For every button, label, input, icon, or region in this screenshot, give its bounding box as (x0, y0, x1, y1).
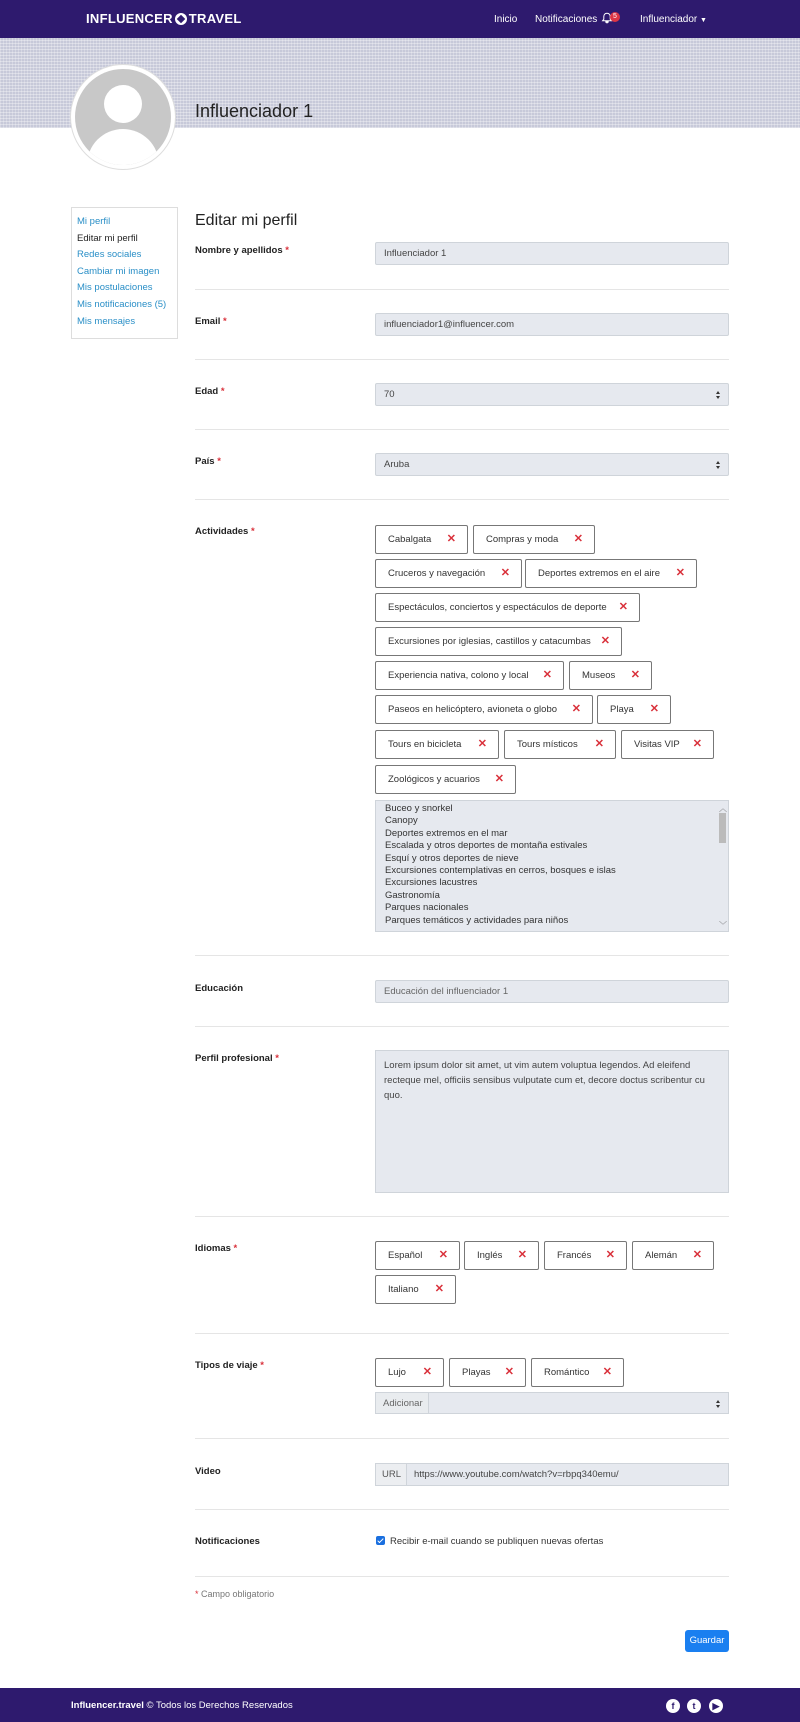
required-field-note: * Campo obligatorio (195, 1589, 275, 1599)
age-label: Edad * (195, 386, 225, 397)
language-tag: Francés ✕ (544, 1241, 627, 1270)
close-icon[interactable]: ✕ (675, 567, 685, 579)
divider (195, 1216, 729, 1217)
close-icon[interactable]: ✕ (477, 738, 487, 750)
close-icon[interactable]: ✕ (692, 1249, 702, 1261)
divider (195, 1438, 729, 1439)
profile-sidebar (71, 207, 178, 339)
list-item[interactable]: Parques temáticos y actividades para niños (385, 914, 569, 926)
age-select[interactable] (375, 383, 729, 406)
sidebar-item-notificaciones[interactable]: Mis notificaciones (5) (77, 298, 167, 310)
email-offers-checkbox-label[interactable]: Recibir e-mail cuando se publiquen nuevas ofertas (390, 1536, 604, 1547)
trip-type-tag: Playas ✕ (449, 1358, 526, 1387)
list-item[interactable]: Escalada y otros deportes de montaña estivales (385, 840, 588, 852)
top-navbar (0, 0, 800, 38)
footer-brand[interactable]: Influencer.travel (71, 1700, 144, 1711)
activity-tag: Cabalgata ✕ (375, 525, 468, 554)
url-prefix: URL (376, 1464, 407, 1485)
activity-tag: Espectáculos, conciertos y espectáculos de deporte ✕ (375, 593, 640, 622)
activity-tag: Zoológicos y acuarios ✕ (375, 765, 516, 794)
close-icon[interactable]: ✕ (504, 1366, 514, 1378)
activity-tag: Playa ✕ (597, 695, 671, 724)
chevron-up-icon[interactable]: ︿ (719, 804, 727, 813)
scrollbar-thumb[interactable] (719, 813, 726, 843)
trip-type-add-select[interactable] (375, 1392, 729, 1414)
notifications-label: Notificaciones (195, 1536, 260, 1547)
save-button[interactable]: Guardar (685, 1630, 729, 1652)
close-icon[interactable]: ✕ (422, 1366, 432, 1378)
footer-copyright: Influencer.travel © Todos los Derechos Reservados (71, 1700, 293, 1711)
list-item[interactable]: Excursiones contemplativas en cerros, bosques e islas (385, 865, 616, 877)
divider (195, 1333, 729, 1334)
close-icon[interactable]: ✕ (649, 703, 659, 715)
language-tag: Inglés ✕ (464, 1241, 539, 1270)
close-icon[interactable]: ✕ (500, 567, 510, 579)
twitter-icon[interactable]: t (687, 1699, 701, 1713)
logo-text-left: INFLUENCER (86, 11, 173, 26)
divider (195, 955, 729, 956)
close-icon[interactable]: ✕ (573, 533, 583, 545)
logo-text-right: TRAVEL (188, 11, 242, 26)
close-icon[interactable]: ✕ (438, 1249, 448, 1261)
close-icon[interactable]: ✕ (605, 1249, 615, 1261)
education-field[interactable]: Educación del influenciador 1 (375, 980, 729, 1003)
nav-notifications-link[interactable]: Notificaciones (535, 14, 598, 25)
close-icon[interactable]: ✕ (434, 1283, 444, 1295)
select-arrows-icon (715, 1400, 721, 1408)
activity-tag: Museos ✕ (569, 661, 652, 690)
sidebar-item-cambiar-imagen[interactable]: Cambiar mi imagen (77, 265, 160, 277)
notification-count-badge: 5 (610, 12, 620, 22)
nav-user-menu[interactable] (640, 14, 707, 25)
activity-tag: Experiencia nativa, colono y local ✕ (375, 661, 564, 690)
email-label: Email * (195, 316, 227, 327)
activity-tag: Paseos en helicóptero, avioneta o globo ✕ (375, 695, 593, 724)
select-arrows-icon (715, 461, 721, 469)
divider (195, 1576, 729, 1577)
professional-profile-label: Perfil profesional * (195, 1053, 279, 1064)
professional-profile-textarea[interactable]: Lorem ipsum dolor sit amet, ut vim autem voluptua legendos. Ad eleifend recteque mel, officiis sensibus vulputate cum et, decore doctus scribentur cu quo. (375, 1050, 729, 1193)
close-icon[interactable]: ✕ (517, 1249, 527, 1261)
list-item[interactable]: Deportes extremos en el mar (385, 827, 508, 839)
select-arrows-icon (715, 391, 721, 399)
list-item[interactable]: Parques nacionales (385, 902, 469, 914)
footer (0, 1688, 800, 1722)
scrollbar[interactable] (717, 801, 728, 931)
close-icon[interactable]: ✕ (602, 1366, 612, 1378)
caret-down-icon: ▼ (700, 17, 707, 24)
globe-icon (175, 13, 187, 25)
activity-tag: Deportes extremos en el aire ✕ (525, 559, 697, 588)
close-icon[interactable]: ✕ (618, 601, 628, 613)
sidebar-item-mensajes[interactable]: Mis mensajes (77, 315, 136, 327)
name-field[interactable]: Influenciador 1 (375, 242, 729, 265)
divider (195, 289, 729, 290)
country-select[interactable] (375, 453, 729, 476)
email-field[interactable]: influenciador1@influencer.com (375, 313, 729, 336)
close-icon[interactable]: ✕ (600, 635, 610, 647)
close-icon[interactable]: ✕ (494, 773, 504, 785)
divider (195, 359, 729, 360)
list-item[interactable]: Buceo y snorkel (385, 803, 453, 814)
form-title: Editar mi perfil (195, 212, 298, 229)
list-item[interactable]: Esquí y otros deportes de nieve (385, 852, 519, 864)
activities-option-list[interactable] (375, 800, 729, 932)
sidebar-item-postulaciones[interactable]: Mis postulaciones (77, 282, 153, 294)
close-icon[interactable]: ✕ (542, 669, 552, 681)
avatar (70, 64, 176, 170)
divider (195, 499, 729, 500)
sidebar-item-redes-sociales[interactable]: Redes sociales (77, 249, 142, 261)
close-icon[interactable]: ✕ (630, 669, 640, 681)
trip-type-tag: Lujo ✕ (375, 1358, 444, 1387)
site-logo[interactable] (86, 11, 242, 26)
video-label: Video (195, 1466, 221, 1477)
activity-tag: Tours en bicicleta ✕ (375, 730, 499, 759)
activity-tag: Visitas VIP ✕ (621, 730, 714, 759)
video-url-value: https://www.youtube.com/watch?v=rbpq340emu/ (414, 1469, 619, 1480)
country-label: País * (195, 456, 221, 467)
sidebar-item-editar-perfil[interactable]: Editar mi perfil (77, 232, 138, 244)
activity-tag: Cruceros y navegación ✕ (375, 559, 522, 588)
close-icon[interactable]: ✕ (692, 738, 702, 750)
activity-tag: Tours místicos ✕ (504, 730, 616, 759)
list-item[interactable]: Gastronomía (385, 889, 440, 901)
chevron-down-icon[interactable]: ﹀ (719, 921, 727, 930)
activities-label: Actividades * (195, 526, 255, 537)
language-tag: Español ✕ (375, 1241, 460, 1270)
activity-tag: Compras y moda ✕ (473, 525, 595, 554)
language-tag: Alemán ✕ (632, 1241, 714, 1270)
country-select-value: Aruba (384, 459, 410, 470)
activity-tag: Excursiones por iglesias, castillos y catacumbas ✕ (375, 627, 622, 656)
video-url-input[interactable] (375, 1463, 729, 1486)
youtube-icon[interactable]: ▶ (709, 1699, 723, 1713)
close-icon[interactable]: ✕ (571, 703, 581, 715)
divider (195, 1026, 729, 1027)
profile-name: Influenciador 1 (195, 101, 314, 121)
close-icon[interactable]: ✕ (446, 533, 456, 545)
name-label: Nombre y apellidos * (195, 245, 289, 256)
age-select-value: 70 (384, 389, 395, 400)
language-tag: Italiano ✕ (375, 1275, 456, 1304)
facebook-icon[interactable]: f (666, 1699, 680, 1713)
add-trip-type-label: Adicionar (376, 1393, 429, 1413)
divider (195, 429, 729, 430)
close-icon[interactable]: ✕ (594, 738, 604, 750)
languages-label: Idiomas * (195, 1243, 238, 1254)
email-offers-checkbox[interactable] (376, 1536, 385, 1545)
list-item[interactable]: Canopy (385, 815, 418, 827)
trip-type-tag: Romántico ✕ (531, 1358, 624, 1387)
nav-home-link[interactable]: Inicio (494, 14, 518, 25)
divider (195, 1509, 729, 1510)
education-label: Educación (195, 983, 244, 994)
sidebar-item-mi-perfil[interactable]: Mi perfil (77, 216, 111, 227)
list-item[interactable]: Excursiones lacustres (385, 877, 478, 889)
nav-user-label: Influenciador (640, 14, 698, 25)
trip-types-label: Tipos de viaje * (195, 1360, 264, 1371)
